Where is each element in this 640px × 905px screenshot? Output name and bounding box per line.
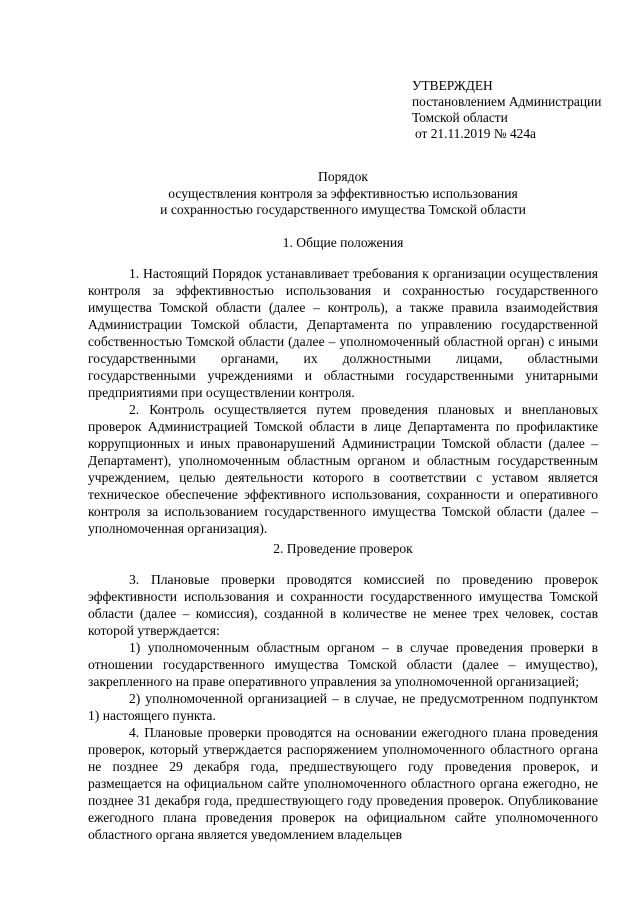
approval-date-number: от 21.11.2019 № 424а	[415, 126, 536, 141]
title-line-1: Порядок	[318, 169, 368, 184]
approval-status: УТВЕРЖДЕН	[412, 78, 493, 93]
paragraph-2: 2. Контроль осуществляется путем проведения плановых и внеплановых проверок Администрацией Томской области в лице Департамента по профилактике коррупционных и иных правонарушений Администрации Томской области (далее – Департамент), уполномоченным областным органом и областным государственным учреждением, целью деятельности которого в соответствии с уставом является техническое обеспечение эффективного использования, сохранности и оперативного контроля за использованием государственного имущества Томской области (далее – уполномоченная организация).	[88, 402, 598, 536]
title-line-3: и сохранностью государственного имущества Томской области	[160, 202, 526, 217]
paragraph-3: 3. Плановые проверки проводятся комиссией по проведению проверок эффективности использования и сохранности государственного имущества Томской области (далее – комиссия), созданной в количестве не менее трех человек, состав которой утверждается:	[88, 572, 598, 638]
document-title	[88, 169, 598, 219]
section-general-body	[88, 265, 598, 537]
approval-authority: постановлением Администрации	[412, 94, 602, 109]
title-line-2: осуществления контроля за эффективностью использования	[168, 185, 518, 201]
paragraph-1: 1. Настоящий Порядок устанавливает требования к организации осуществления контроля за эффективностью использования и сохранностью государственного имущества Томской области (далее – контроль), а также правила взаимодействия Администрации Томской области, Департамента по управлению государственной собственностью Томской области (далее – уполномоченный областной орган) с иными государственными органами, их должностными лицами, областными государственными учреждениями и областными государственными унитарными предприятиями при осуществлении контроля.	[88, 266, 598, 400]
paragraph-4: 4. Плановые проверки проводятся на основании ежегодного плана проведения проверок, который утверждается распоряжением уполномоченного областного органа не позднее 29 декабря года, предшествующего году проведения проверок, и размещается на официальном сайте уполномоченного областного органа ежегодно, не позднее 31 декабря года, предшествующего году проведения проверок. Опубликование ежегодного плана проведения проверок на официальном сайте уполномоченного областного органа является уведомлением владельцев	[88, 725, 598, 842]
paragraph-3-subitem-1: 1) уполномоченным областным органом – в случае проведения проверки в отношении государственного имущества Томской области (далее – имущество), закрепленного на праве оперативного управления за уполномоченной организацией;	[88, 640, 598, 689]
approval-stamp	[412, 78, 632, 142]
approval-region: Томской области	[412, 110, 508, 125]
paragraph-3-subitem-2: 2) уполномоченной организацией – в случае, не предусмотренном подпунктом 1) настоящего пункта.	[88, 691, 598, 723]
section-heading-inspections: 2. Проведение проверок	[273, 541, 413, 556]
section-inspections-body	[88, 571, 598, 843]
section-heading-general: 1. Общие положения	[282, 235, 404, 250]
